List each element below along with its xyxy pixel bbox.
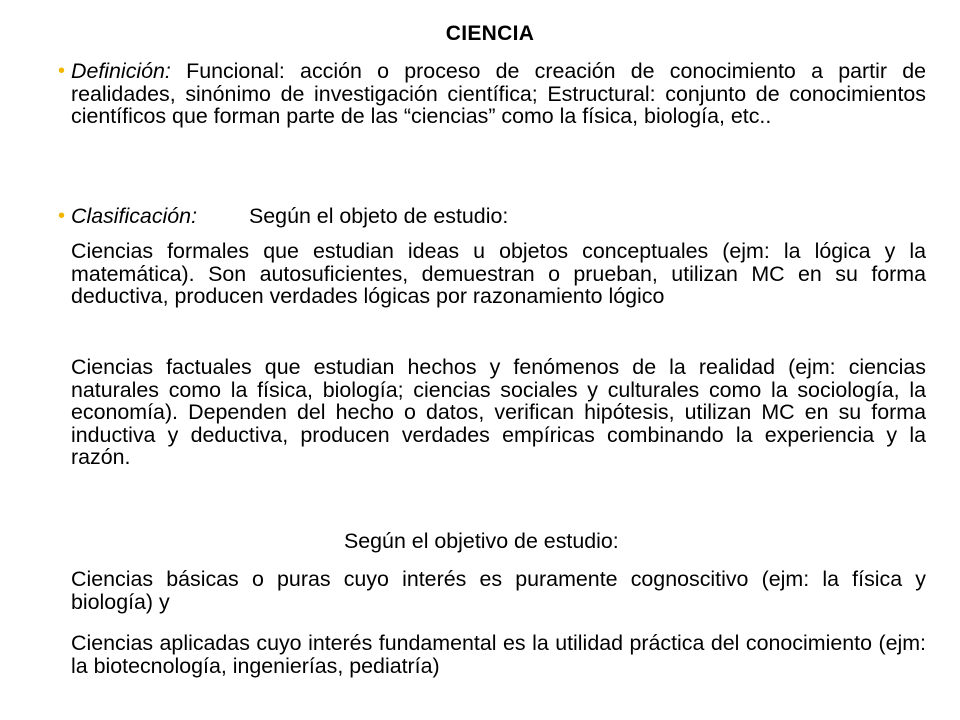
page-title: CIENCIA [445, 22, 535, 45]
basic-sciences-paragraph: Ciencias básicas o puras cuyo interés es puramente cognoscitivo (ejm: la física y biología) y [71, 567, 926, 614]
definition-text-block [71, 60, 926, 128]
bullet-dot-icon: • [58, 60, 66, 82]
object-of-study-heading: Según el objeto de estudio: [249, 204, 509, 228]
classification-bullet [58, 205, 926, 228]
factual-sciences-paragraph: Ciencias factuales que estudian hechos y fenómenos de la realidad (ejm: ciencias naturales como la física, biología; ciencias sociales y culturales como la sociología, la economía). Dependen del hecho o datos, verifican hipótesis, utilizan MC en su forma inductiva y deductiva, producen verdades empíricas combinando la experiencia y la razón. [71, 355, 926, 469]
definition-bullet [58, 60, 926, 128]
classification-label: Clasificación: [71, 204, 198, 228]
formal-sciences-paragraph: Ciencias formales que estudian ideas u objetos conceptuales (ejm: la lógica y la matemática). Son autosuficientes, demuestran o prueban, utilizan MC en su forma deductiva, producen verdades lógicas por razonamiento lógico [71, 239, 926, 308]
definition-text: Funcional: acción o proceso de creación de conocimiento a partir de realidades, sinónimo de investigación científica; Estructural: conjunto de conocimientos científicos que forman parte de las “ciencias” como la física, biología, etc.. [71, 59, 926, 128]
bullet-dot-icon: • [58, 205, 66, 227]
objective-of-study-heading: Según el objetivo de estudio: [344, 529, 619, 553]
definition-label: Definición: [71, 59, 171, 83]
applied-sciences-paragraph: Ciencias aplicadas cuyo interés fundamental es la utilidad práctica del conocimiento (ejm: la biotecnología, ingenierías, pediatría) [71, 631, 926, 678]
classification-heading-line [71, 205, 926, 228]
